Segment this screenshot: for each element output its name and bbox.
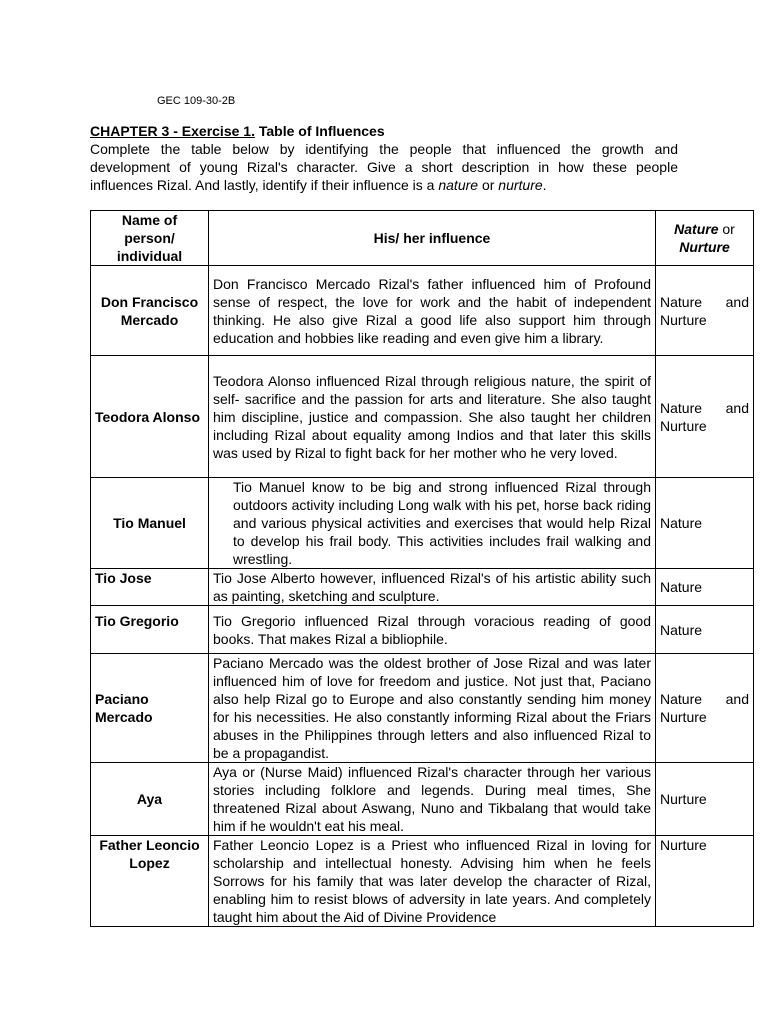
header-nature-nurture [656,211,754,266]
influence-description: Teodora Alonso influenced Rizal through religious nature, the spirit of self- sacrifice and the passion for arts and literature. She also taught him discipline, justice and compassion. She also taught her children including Rizal about equality among Indios and that later this skills was used by Rizal to fight back for her mother who he very loved. [209,356,656,478]
influence-description: Tio Manuel know to be big and strong influenced Rizal through outdoors activity including Long walk with his pet, horse back riding and various physical activities and exercises that would help Rizal to develop his frail body. This activities includes frail walking and wrestling. [209,478,656,569]
person-name: Aya [91,763,209,836]
influence-type-text: Nature and Nurture [660,691,749,725]
person-name: Teodora Alonso [91,356,209,478]
influence-type: Nurture [656,763,754,836]
influence-description: Paciano Mercado was the oldest brother of Jose Rizal and was later influenced him of love for freedom and justice. Not just that, Paciano also help Rizal go to Europe and also constantly sending him money for his necessities. He also constantly informing Rizal about the Friars abuses in the Philippines through letters and also influenced Rizal to be a propagandist. [209,654,656,763]
influence-type: Nurture [656,836,754,927]
person-name: Don Francisco Mercado [91,266,209,356]
exercise-title: Table of Influences [258,123,385,139]
instructions-end: . [542,177,547,193]
table-header-row [91,211,754,266]
influences-table [90,210,754,927]
instructions-paragraph [90,140,678,194]
person-name: Tio Manuel [91,478,209,569]
person-name: Tio Gregorio [91,606,209,654]
influence-type-text: Nature and Nurture [660,293,749,328]
table-row [91,569,754,606]
table-row [91,356,754,478]
header-or: or [718,221,735,237]
influence-description: Tio Gregorio influenced Rizal through voracious reading of good books. That makes Rizal a bibliophile. [209,606,656,654]
header-influence: His/ her influence [209,211,656,266]
table-row [91,606,754,654]
instructions-nurture-word: nurture [498,177,543,193]
person-name: Father Leoncio Lopez [91,836,209,927]
table-row [91,654,754,763]
influence-description: Aya or (Nurse Maid) influenced Rizal's character through her various stories including folklore and legends. During meal times, She threatened Rizal about Aswang, Nuno and Tikbalang that would take him if he wouldn't eat his meal. [209,763,656,836]
influence-type [656,356,754,478]
influence-description: Tio Jose Alberto however, influenced Rizal's of his artistic ability such as painting, sketching and sculpture. [209,569,656,606]
table-row [91,763,754,836]
chapter-label: CHAPTER 3 - Exercise 1. [90,123,255,139]
table-row [91,266,754,356]
table-row [91,836,754,927]
influence-type: Nature [656,478,754,569]
influence-type [656,266,754,356]
instructions-or: or [478,177,499,193]
person-name: Tio Jose [91,569,209,606]
person-name: Paciano Mercado [91,654,209,763]
influence-type [656,654,754,763]
instructions-text: Complete the table below by identifying the people that influenced the growth and development of young Rizal's character. Give a short description in how these people influences Rizal. And lastly, identify if their influence is a [90,141,678,193]
influence-type: Nature [656,606,754,654]
influence-description: Don Francisco Mercado Rizal's father influenced him of Profound sense of respect, the love for work and the habit of independent thinking. He also give Rizal a good life also support him through education and hobbies like reading and even give him a library. [209,266,656,356]
table-row [91,478,754,569]
influence-description: Father Leoncio Lopez is a Priest who influenced Rizal in loving for scholarship and intellectual honesty. Advising him when he feels Sorrows for his family that was later develop the character of Rizal, enabling him to resist blows of adversity in late years. And completely taught him about the Aid of Divine Providence [209,836,656,927]
exercise-heading [90,123,385,139]
header-nurture: Nurture [679,239,730,255]
influence-type-text: Nature and Nurture [660,399,749,434]
course-code: GEC 109-30-2B [157,95,236,107]
header-name: Name of person/ individual [91,211,209,266]
influence-type: Nature [656,569,754,606]
instructions-nature-word: nature [438,177,479,193]
header-nature: Nature [674,221,719,237]
